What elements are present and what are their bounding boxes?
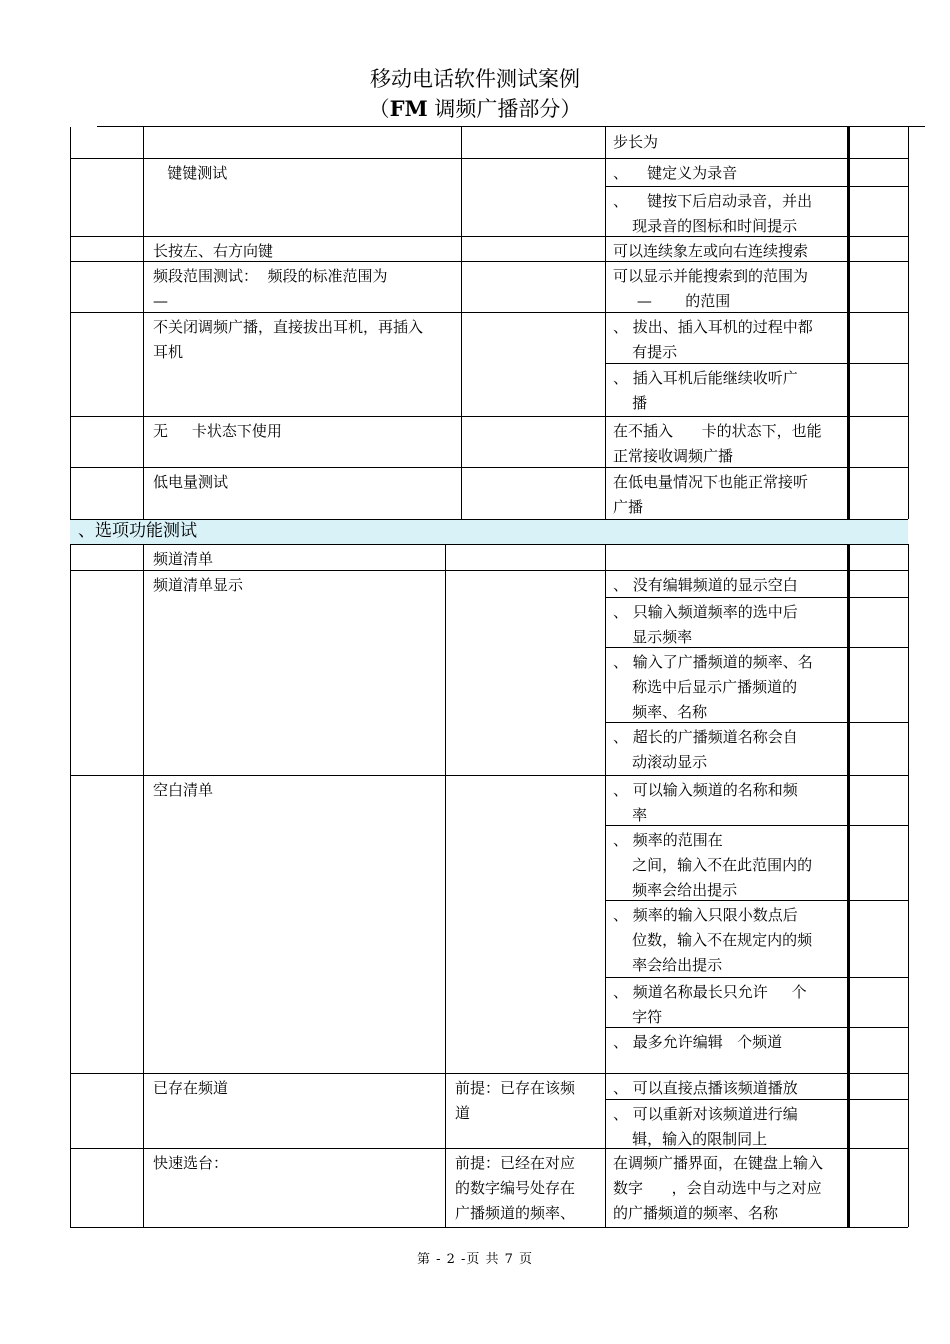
- check-column-rule: [847, 416, 850, 467]
- expected-result: 、 键按下后启动录音，并出 现录音的图标和时间提示: [613, 192, 813, 235]
- check-column-rule: [847, 158, 850, 236]
- check-column-rule: [847, 544, 850, 570]
- table-column-rule: [605, 236, 606, 261]
- check-column-rule: [847, 775, 850, 1073]
- expected-result: 、 插入耳机后能继续收听广 播: [613, 369, 798, 412]
- expected-result: 、 可以直接点播该频道播放: [613, 1079, 798, 1097]
- table-column-rule: [143, 544, 144, 570]
- check-column-rule: [847, 467, 850, 519]
- table-column-rule: [143, 236, 144, 261]
- table-row-rule: [70, 775, 908, 776]
- expected-result: 在不插入 卡的状态下，也能 正常接收调频广播: [613, 422, 822, 465]
- check-column-rule: [847, 570, 850, 775]
- table-column-rule: [445, 544, 446, 570]
- expected-result: 、 可以输入频道的名称和频 率: [613, 781, 798, 824]
- check-column-rule: [847, 236, 850, 261]
- page-footer: 第 - 2 -页 共 7 页: [416, 1252, 534, 1267]
- expected-result: 在低电量情况下也能正常接听 广播: [613, 473, 809, 516]
- table-column-rule: [143, 416, 144, 467]
- table-column-rule: [143, 158, 144, 236]
- expected-result: 在调频广播界面，在键盘上输入 数字 ，会自动选中与之对应 的广播频道的频率、名称: [613, 1154, 824, 1222]
- table-column-rule: [605, 544, 606, 570]
- expected-result: 、 只输入频道频率的选中后 显示频率: [613, 603, 798, 646]
- table-column-rule: [143, 1148, 144, 1227]
- test-condition: 前提：已存在该频 道: [455, 1079, 576, 1122]
- section-banner-bottom: [70, 544, 908, 545]
- expected-result: 、 可以重新对该频道进行编 辑，输入的限制同上: [613, 1105, 798, 1148]
- table-column-rule: [605, 1073, 606, 1148]
- table-column-rule: [70, 544, 71, 1227]
- table-column-rule: [445, 1073, 446, 1148]
- test-item: 低电量测试: [153, 473, 229, 491]
- table-column-rule: [605, 312, 606, 416]
- table-column-rule: [143, 312, 144, 416]
- table-column-rule: [461, 236, 462, 261]
- check-column-rule: [847, 312, 850, 416]
- table-row-rule: [70, 1073, 908, 1074]
- test-item: 已存在频道: [153, 1079, 229, 1097]
- test-item: 频道清单显示: [153, 576, 244, 594]
- document-title: 移动电话软件测试案例: [370, 67, 580, 91]
- expected-result: 步长为: [613, 133, 659, 151]
- test-item: 无 卡状态下使用: [153, 422, 282, 440]
- check-column-rule: [847, 127, 850, 158]
- expected-result: 、 频率的输入只限小数点后 位数，输入不在规定内的频 率会给出提示: [613, 906, 813, 974]
- table-column-rule: [605, 1148, 606, 1227]
- table-column-rule: [605, 261, 606, 312]
- table-column-rule: [143, 775, 144, 1073]
- section-banner: 、选项功能测试: [78, 521, 197, 541]
- table-column-rule: [70, 127, 71, 519]
- expected-result: 、 频道名称最长只允许 个 字符: [613, 983, 807, 1026]
- table-column-rule: [445, 570, 446, 775]
- test-case-table: [70, 127, 908, 1227]
- test-item: 快速选台：: [153, 1154, 229, 1172]
- table-column-rule: [143, 127, 144, 158]
- expected-result: 、 没有编辑频道的显示空白: [613, 576, 798, 594]
- check-column-rule: [847, 261, 850, 312]
- expected-result: 、 超长的广播频道名称会自 动滚动显示: [613, 728, 798, 771]
- expected-result: 、 最多允许编辑 个频道: [613, 1033, 783, 1051]
- table-column-rule: [908, 544, 909, 1227]
- table-column-rule: [605, 416, 606, 467]
- expected-subrow-rule: [605, 186, 908, 187]
- test-item: 键键测试: [153, 164, 228, 182]
- table-column-rule: [461, 261, 462, 312]
- table-column-rule: [605, 775, 606, 1073]
- expected-result: 、 输入了广播频道的频率、名 称选中后显示广播频道的 频率、名称: [613, 653, 813, 721]
- expected-result: 可以连续象左或向右连续搜索: [613, 242, 809, 260]
- table-column-rule: [605, 467, 606, 519]
- test-item: 不关闭调频广播，直接拔出耳机，再插入 耳机: [153, 318, 424, 361]
- table-column-rule: [461, 416, 462, 467]
- table-column-rule: [908, 127, 909, 519]
- expected-result: 、 拔出、插入耳机的过程中都 有提示: [613, 318, 813, 361]
- table-row-rule: [70, 416, 908, 417]
- table-column-rule: [605, 127, 606, 158]
- table-column-rule: [605, 570, 606, 775]
- document-subtitle: （FM 调频广播部分）: [368, 96, 582, 121]
- table-column-rule: [445, 1148, 446, 1227]
- table-row-rule: [70, 158, 908, 159]
- test-item: 长按左、右方向键: [153, 242, 274, 260]
- table-column-rule: [461, 127, 462, 158]
- check-column-rule: [847, 1073, 850, 1148]
- test-item: 空白清单: [153, 781, 214, 799]
- check-column-rule: [847, 1148, 850, 1227]
- table-column-rule: [143, 467, 144, 519]
- expected-result: 、 键定义为录音: [613, 164, 738, 182]
- table-row-rule: [70, 1227, 908, 1228]
- expected-result: 、 频率的范围在 之间，输入不在此范围内的 频率会给出提示: [613, 831, 813, 899]
- table-column-rule: [461, 158, 462, 236]
- table-column-rule: [143, 570, 144, 775]
- table-column-rule: [143, 1073, 144, 1148]
- test-item: 频道清单: [153, 550, 214, 568]
- test-condition: 前提：已经在对应 的数字编号处存在 广播频道的频率、: [455, 1154, 576, 1222]
- table-column-rule: [445, 775, 446, 1073]
- test-item: 频段范围测试： 频段的标准范围为 —: [153, 267, 388, 310]
- table-column-rule: [461, 312, 462, 416]
- table-column-rule: [605, 158, 606, 236]
- table-column-rule: [143, 261, 144, 312]
- expected-result: 可以显示并能搜索到的范围为 — 的范围: [613, 267, 809, 310]
- table-column-rule: [461, 467, 462, 519]
